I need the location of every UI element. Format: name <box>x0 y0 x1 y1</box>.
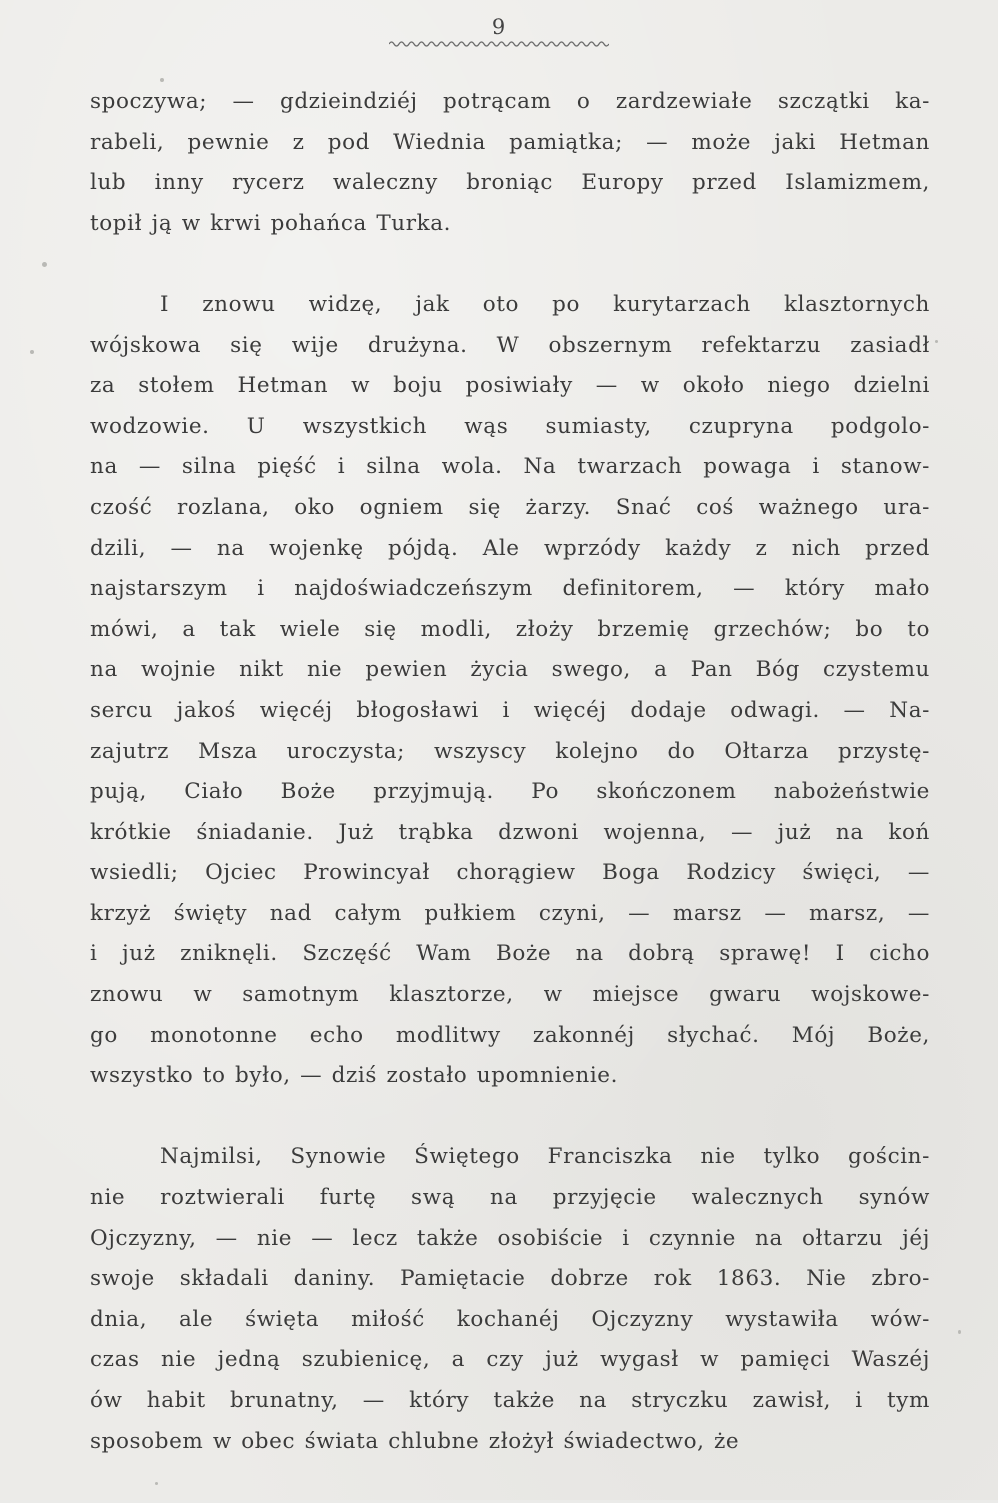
body-text <box>90 82 930 1503</box>
text-line: krzyż święty nad całym pułkiem czyni, — marsz — marsz, — <box>90 900 930 926</box>
paper-speck <box>935 340 938 343</box>
text-line: swoje składali daniny. Pamiętacie dobrze rok 1863. Nie zbro- <box>90 1266 930 1292</box>
text-line: wójskowa się wije drużyna. W obszernym refektarzu zasiadł <box>90 332 930 358</box>
text-line: wszystko to było, — dziś zostało upomnienie. <box>90 1063 619 1089</box>
text-line: nie roztwierali furtę swą na przyjęcie walecznych synów <box>90 1185 930 1211</box>
paper-speck <box>42 262 47 267</box>
text-line: pują, Ciało Boże przyjmują. Po skończonem nabożeństwie <box>90 779 930 805</box>
wavy-rule-ornament <box>389 40 609 48</box>
paper-speck <box>160 78 164 82</box>
text-line: na wojnie nikt nie pewien życia swego, a Pan Bóg czystemu <box>90 657 930 683</box>
paper-speck <box>30 350 34 354</box>
text-line: czas nie jedną szubienicę, a czy już wygasł w pamięci Waszéj <box>90 1347 930 1373</box>
paragraph <box>90 285 930 1097</box>
paragraph <box>90 82 930 244</box>
text-line: Najmilsi, Synowie Świętego Franciszka nie tylko gościn- <box>160 1144 930 1170</box>
text-line: topił ją w krwi pohańca Turka. <box>90 210 452 236</box>
text-line: czość rozlana, oko ogniem się żarzy. Snać coś ważnego ura- <box>90 494 930 520</box>
text-line: znowu w samotnym klasztorze, w miejsce gwaru wojskowe- <box>90 982 930 1008</box>
text-line: sposobem w obec świata chlubne złożył świadectwo, że <box>90 1428 740 1454</box>
page-header <box>0 14 998 48</box>
text-line: I znowu widzę, jak oto po kurytarzach klasztornych <box>160 291 930 317</box>
text-line: mówi, a tak wiele się modli, złoży brzemię grzechów; bo to <box>90 616 930 642</box>
text-line: zajutrz Msza uroczysta; wszyscy kolejno do Ołtarza przystę- <box>90 738 930 764</box>
paper-speck <box>155 1482 158 1485</box>
paragraph <box>90 1137 930 1462</box>
text-line: ów habit brunatny, — który także na stryczku zawisł, i tym <box>90 1388 930 1413</box>
text-line: sercu jakoś więcéj błogosławi i więcéj dodaje odwagi. — Na- <box>90 697 930 723</box>
text-line: krótkie śniadanie. Już trąbka dzwoni wojenna, — już na koń <box>90 819 930 845</box>
paper-speck <box>958 1330 961 1334</box>
text-line: go monotonne echo modlitwy zakonnéj słychać. Mój Boże, <box>90 1022 930 1048</box>
page-number: 9 <box>491 15 507 39</box>
text-line: i już zniknęli. Szczęść Wam Boże na dobrą sprawę! I cicho <box>90 941 930 967</box>
text-line: dzili, — na wojenkę pójdą. Ale wprzódy każdy z nich przed <box>90 535 930 561</box>
text-line: spoczywa; — gdzieindziéj potrącam o zardzewiałe szczątki ka- <box>90 89 930 114</box>
text-line: najstarszym i najdoświadczeńszym definitorem, — który mało <box>90 576 930 602</box>
text-line: dnia, ale święta miłość kochanéj Ojczyzny wystawiła wów- <box>90 1306 930 1332</box>
text-line: na — silna pięść i silna wola. Na twarzach powaga i stanow- <box>90 454 930 480</box>
text-line: wsiedli; Ojciec Prowincyał chorągiew Boga Rodzicy święci, — <box>90 860 930 886</box>
text-line: rabeli, pewnie z pod Wiednia pamiątka; — może jaki Hetman <box>90 129 930 155</box>
text-line: Ojczyzny, — nie — lecz także osobiście i czynnie na ołtarzu jéj <box>90 1225 930 1251</box>
text-line: za stołem Hetman w boju posiwiały — w około niego dzielni <box>90 373 930 399</box>
text-line: lub inny rycerz waleczny broniąc Europy przed Islamizmem, <box>90 170 930 196</box>
text-line: wodzowie. U wszystkich wąs sumiasty, czupryna podgolo- <box>90 413 930 439</box>
